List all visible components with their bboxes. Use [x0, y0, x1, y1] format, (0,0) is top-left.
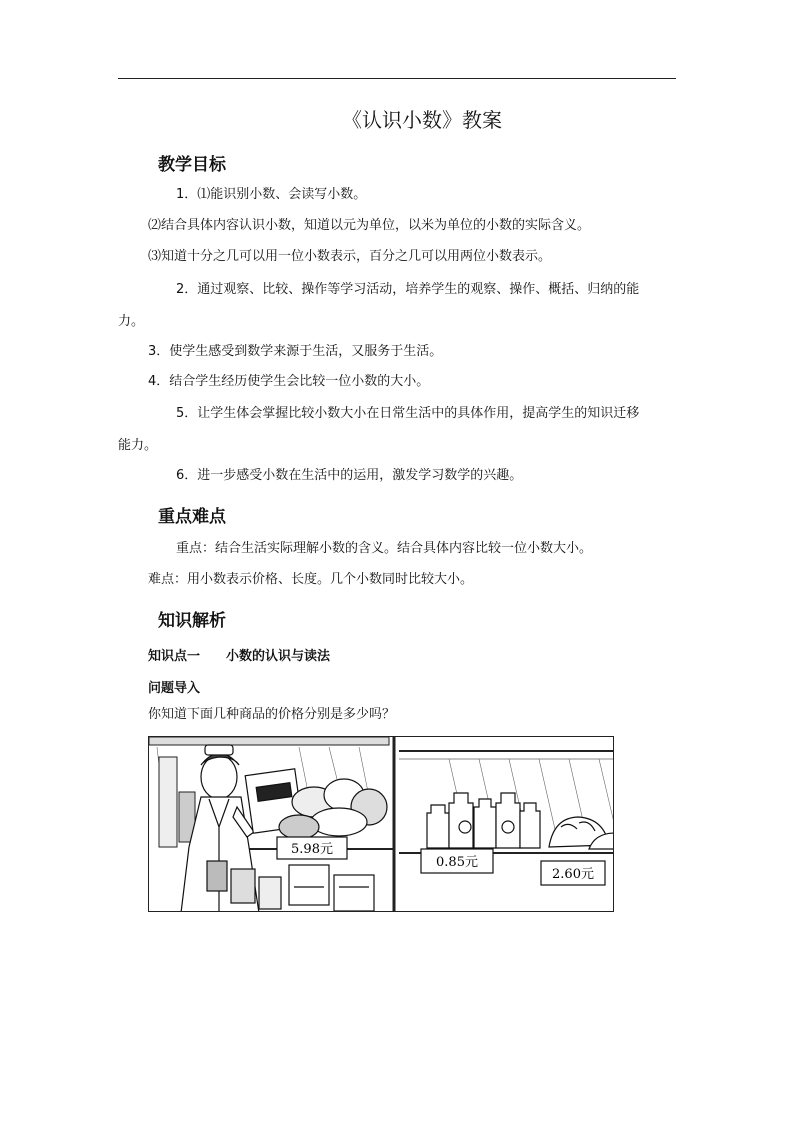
goal-line-4: 2．通过观察、比较、操作等学习活动，培养学生的观察、操作、概括、归纳的能 — [176, 282, 640, 297]
header-rule — [118, 78, 676, 79]
key-point-line: 重点：结合生活实际理解小数的含义。结合具体内容比较一位小数大小。 — [176, 541, 593, 556]
goal-line-3: ⑶知道十分之几可以用一位小数表示，百分之几可以用两位小数表示。 — [148, 249, 552, 264]
goal-line-2: ⑵结合具体内容认识小数，知道以元为单位，以米为单位的小数的实际含义。 — [148, 218, 591, 233]
intro-title: 问题导入 — [148, 681, 201, 696]
goal-line-7: 5．让学生体会掌握比较小数大小在日常生活中的具体作用，提高学生的知识迁移 — [176, 406, 640, 421]
goal-line-1: 1．⑴能识别小数、会读写小数。 — [176, 187, 367, 202]
price-tag-1: 5.98元 — [291, 842, 333, 857]
analysis-heading: 知识解析 — [158, 611, 226, 631]
goal-line-4-cont: 力。 — [118, 314, 145, 329]
difficult-point-line: 难点：用小数表示价格、长度。几个小数同时比较大小。 — [148, 572, 474, 587]
goals-heading: 教学目标 — [158, 155, 226, 175]
shop-illustration — [148, 736, 614, 912]
goal-line-5: 3．使学生感受到数学来源于生活，又服务于生活。 — [148, 344, 443, 359]
price-tag-3: 2.60元 — [552, 867, 594, 882]
page-title: 《认识小数》教案 — [342, 108, 502, 132]
goal-line-6: 4．结合学生经历使学生会比较一位小数的大小。 — [148, 374, 430, 389]
goal-line-8: 6．进一步感受小数在生活中的运用，激发学习数学的兴趣。 — [176, 468, 523, 483]
goal-line-7-cont: 能力。 — [118, 438, 158, 453]
intro-question: 你知道下面几种商品的价格分别是多少吗？ — [148, 707, 396, 722]
key-points-heading: 重点难点 — [158, 507, 226, 527]
price-tag-2: 0.85元 — [436, 855, 478, 870]
knowledge-point-title: 知识点一 小数的认识与读法 — [148, 649, 331, 664]
